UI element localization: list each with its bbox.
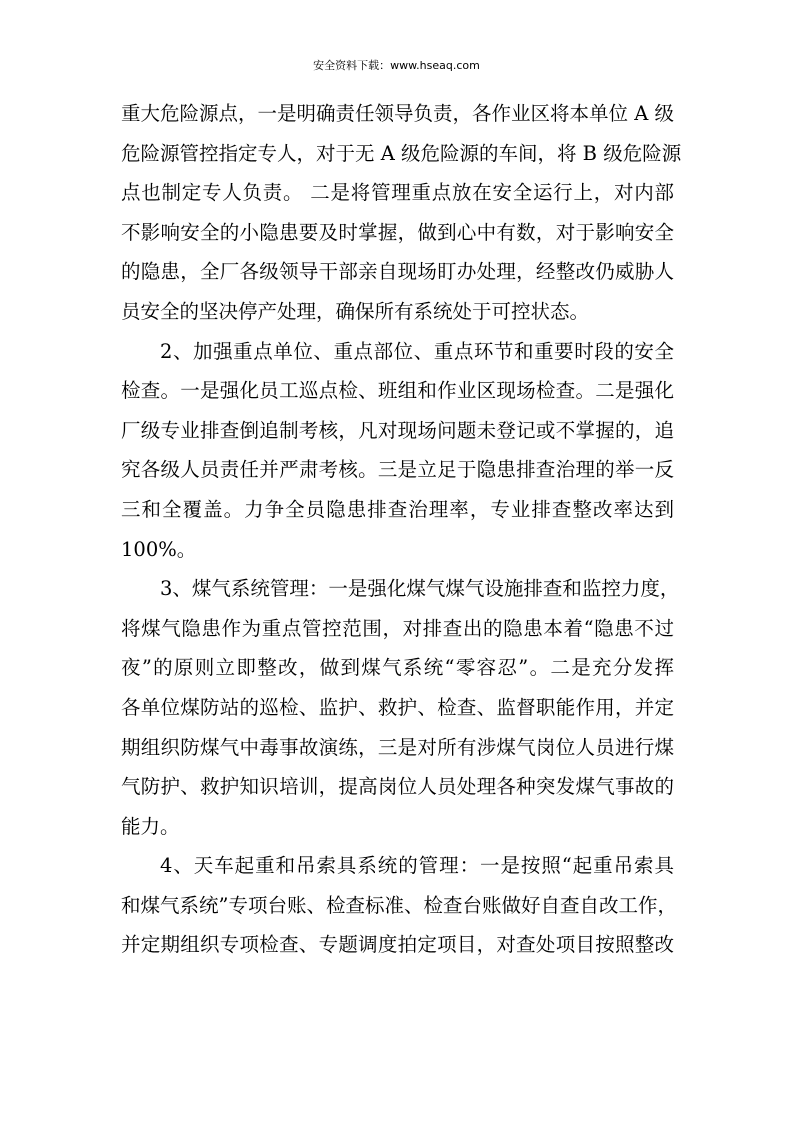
page-header: 安全资料下载：www.hseaq.com (313, 59, 480, 72)
paragraph-end-line: 员安全的坚决停产处理，确保所有系统处于可控状态。 (121, 299, 590, 323)
text-line: 气防护、救护知识培训，提高岗位人员处理各种突发煤气事故的 (121, 775, 674, 799)
text-line: 危险源管控指定专人，对于无 A 级危险源的车间，将 B 级危险源 (121, 141, 682, 165)
paragraph-start-line: 3、煤气系统管理：一是强化煤气煤气设施排查和监控力度， (160, 577, 680, 601)
paragraph-start-line: 4、天车起重和吊索具系统的管理：一是按照“起重吊索具 (160, 854, 674, 878)
text-line: 点也制定专人负责。 二是将管理重点放在安全运行上，对内部 (121, 181, 674, 205)
text-line: 将煤气隐患作为重点管控范围，对排查出的隐患本着“隐患不过 (121, 616, 674, 640)
text-line: 的隐患，全厂各级领导干部亲自现场盯办处理，经整改仍威胁人 (121, 260, 674, 284)
text-line: 和煤气系统”专项台账、检查标准、检查台账做好自查自改工作， (121, 893, 677, 917)
text-line: 究各级人员责任并严肃考核。三是立足于隐患排查治理的举一反 (121, 458, 674, 482)
text-line: 检查。一是强化员工巡点检、班组和作业区现场检查。二是强化 (121, 379, 674, 403)
text-line: 三和全覆盖。力争全员隐患排查治理率，专业排查整改率达到 (121, 497, 674, 521)
body-text (121, 94, 682, 965)
text-line: 重大危险源点，一是明确责任领导负责，各作业区将本单位 A 级 (121, 102, 674, 125)
paragraph-end-line: 100%。 (121, 537, 197, 561)
text-line: 期组织防煤气中毒事故演练，三是对所有涉煤气岗位人员进行煤 (121, 735, 674, 759)
text-line: 不影响安全的小隐患要及时掌握，做到心中有数，对于影响安全 (121, 220, 674, 244)
paragraph-end-line: 能力。 (121, 814, 180, 838)
text-line: 厂级专业排查倒追制考核，凡对现场问题未登记或不掌握的，追 (121, 418, 674, 442)
text-line: 并定期组织专项检查、专题调度拍定项目，对查处项目按照整改 (121, 933, 674, 957)
text-line: 夜”的原则立即整改，做到煤气系统“零容忍”。二是充分发挥 (121, 656, 674, 680)
paragraph-start-line: 2、加强重点单位、重点部位、重点环节和重要时段的安全 (160, 339, 674, 363)
text-line: 各单位煤防站的巡检、监护、救护、检查、监督职能作用，并定 (121, 695, 674, 719)
